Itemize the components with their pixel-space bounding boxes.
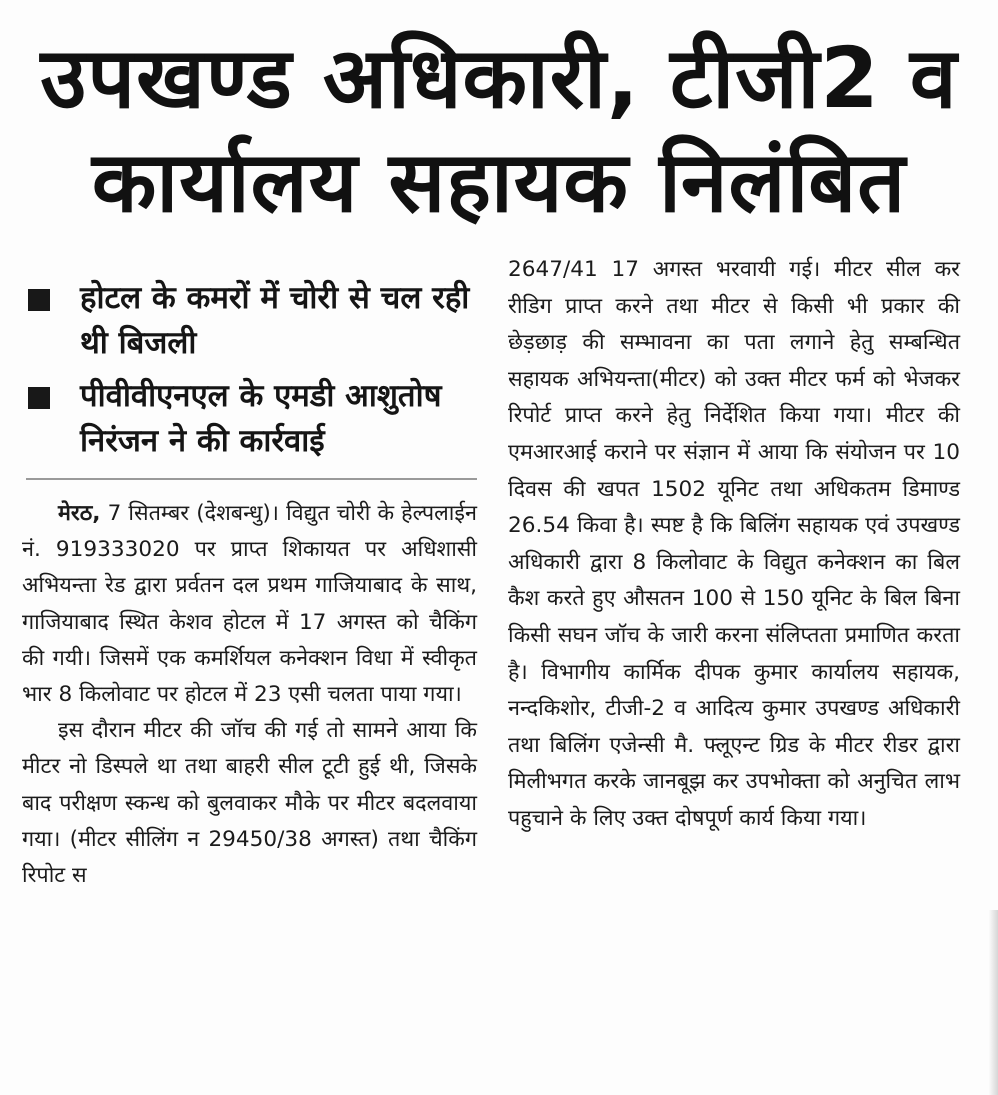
subheadline-bullets [22, 276, 477, 464]
bullet-item [22, 276, 477, 366]
paragraph-text: 7 सितम्बर (देशबन्धु)। विद्युत चोरी के हेल्पलाईन नं. 919333020 पर प्राप्त शिकायत पर अधिशासी अभियन्ता रेड द्वारा प्रर्वतन दल प्रथम गाजियाबाद के साथ, गाजियाबाद स्थित केशव होटल में 17 अगस्त को चैकिंग की गयी। जिसमें एक कमर्शियल कनेक्शन विधा में स्वीकृत भार 8 किलोवाट पर होटल में 23 एसी चलता पाया गया। [22, 501, 477, 708]
headline-line-1: उपखण्ड अधिकारी, टीजी2 व [40, 29, 958, 127]
square-bullet-icon [28, 289, 50, 311]
article-paragraph [22, 496, 477, 713]
bullet-text: पीवीवीएनएल के एमडी आशुतोष निरंजन ने की कार्रवाई [80, 378, 442, 459]
article-paragraph: इस दौरान मीटर की जॉच की गई तो सामने आया कि मीटर नो डिस्पले था तथा बाहरी सील टूटी हुई थी, जिसके बाद परीक्षण स्कन्ध को बुलवाकर मौके पर मीटर बदलवाया गया। (मीटर सीलिंग न 29450/38 अगस्त) तथा चैकिंग रिपोट स [22, 718, 477, 889]
bullet-text: होटल के कमरों में चोरी से चल रही थी बिजली [80, 280, 470, 361]
headline [24, 26, 974, 234]
article-body-left [22, 496, 477, 894]
page-edge-shadow [988, 910, 998, 1095]
dateline: मेरठ, [58, 501, 101, 526]
left-column [22, 276, 477, 894]
square-bullet-icon [28, 387, 50, 409]
right-column [508, 252, 960, 838]
headline-line-2: कार्यालय सहायक निलंबित [91, 133, 907, 231]
divider-rule [26, 478, 477, 480]
article-body-right: 2647/41 17 अगस्त भरवायी गई। मीटर सील कर रीडिग प्राप्त करने तथा मीटर से किसी भी प्रकार की छेड़छाड़ की सम्भावना का पता लगाने हेतु सम्बन्धित सहायक अभियन्ता(मीटर) को उक्त मीटर फर्म को भेजकर रिपोर्ट प्राप्त करने हेतु निर्देशित किया गया। मीटर की एमआरआई कराने पर संज्ञान में आया कि संयोजन पर 10 दिवस की खपत 1502 यूनिट तथा अधिकतम डिमाण्ड 26.54 किवा है। स्पष्ट है कि बिलिंग सहायक एवं उपखण्ड अधिकारी द्वारा 8 किलोवाट के विद्युत कनेक्शन का बिल कैश करते हुए औसतन 100 से 150 यूनिट के बिल बिना किसी सघन जॉच के जारी करना संलिप्तता प्रमाणित करता है। विभागीय कार्मिक दीपक कुमार कार्यालय सहायक, नन्दकिशोर, टीजी-2 व आदित्य कुमार उपखण्ड अधिकारी तथा बिलिंग एजेन्सी मै. फ्लूएन्ट ग्रिड के मीटर रीडर द्वारा मिलीभगत करके जानबूझ कर उपभोक्ता को अनुचित लाभ पहुचाने के लिए उक्त दोषपूर्ण कार्य किया गया। [508, 257, 960, 831]
bullet-item [22, 374, 477, 464]
